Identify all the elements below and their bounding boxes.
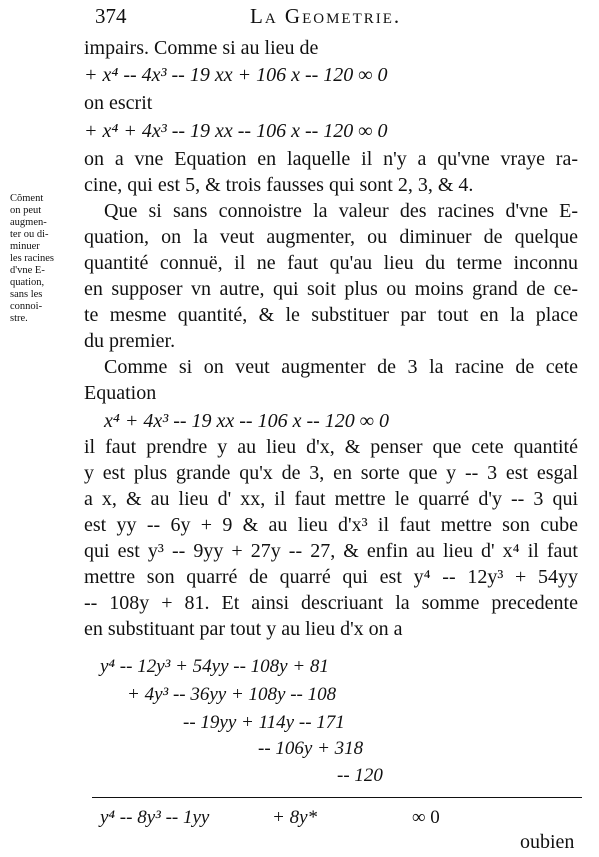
text-line: on a vne Equation en laquelle il n'y a qu'vne vraye ra- [84,148,578,170]
running-title: La Geometrie. [250,4,402,28]
sum-result: + 8y* [272,807,318,828]
text-line: quantité connuë, il ne faut qu'au lieu du terme inconnu [84,252,578,274]
equation: + x⁴ -- 4x³ -- 19 xx + 106 x -- 120 ∞ 0 [84,64,388,86]
margin-note-line: augmen- [10,217,47,228]
text-line: quation, on la veut augmenter, ou diminuer de quelque [84,226,578,248]
text-line: y est plus grande qu'x de 3, en sorte que y -- 3 est esgal [84,462,578,484]
text-line: cine, qui est 5, & trois fausses qui sont 2, 3, & 4. [84,174,474,196]
text-line: Equation [84,382,157,404]
margin-note-line: minuer [10,241,40,252]
text-line: est yy -- 6y + 9 & au lieu d'x³ il faut mettre son cube [84,514,578,536]
margin-note-line: sans les [10,289,43,300]
equation: x⁴ + 4x³ -- 19 xx -- 106 x -- 120 ∞ 0 [104,410,390,432]
margin-note-line: ter ou di- [10,229,49,240]
sum-row: -- 106y + 318 [258,738,364,759]
sum-result: y⁴ -- 8y³ -- 1yy [100,807,210,828]
text-line: en supposer vn autre, qui soit plus ou moins grand de ce- [84,278,578,300]
text-line: en substituant par tout y au lieu d'x on a [84,618,403,640]
margin-note-line: d'vne E- [10,265,45,276]
text-line: on escrit [84,92,153,114]
text-line: mettre son quarré de quarré qui est y⁴ -- 12y³ + 54yy [84,566,578,588]
text-line: Que si sans connoistre la valeur des racines d'vne E- [104,200,578,222]
equation: + x⁴ + 4x³ -- 19 xx -- 106 x -- 120 ∞ 0 [84,120,388,142]
text-line: impairs. Comme si au lieu de [84,37,319,59]
sum-row: -- 19yy + 114y -- 171 [183,712,345,733]
text-line: qui est y³ -- 9yy + 27y -- 27, & enfin au lieu d' x⁴ il faut [84,540,578,562]
catchword: oubien [520,831,575,853]
sum-row: -- 120 [337,765,383,786]
page-number: 374 [95,4,127,28]
text-line: du premier. [84,330,176,352]
margin-note-line: connoi- [10,301,43,312]
margin-note-line: les racines [10,253,55,264]
margin-note-line: Cõment [10,193,44,204]
text-line: Comme si on veut augmenter de 3 la racine de cete [104,356,578,378]
sum-result: ∞ 0 [412,807,440,828]
text-line: te mesme quantité, & le substituer par tout en la place [84,304,578,326]
text-line: a x, & au lieu d' xx, il faut mettre le quarré d'y -- 3 qui [84,488,578,510]
margin-note-line: quation, [10,277,45,288]
text-line: -- 108y + 81. Et ainsi descriuant la somme precedente [84,592,578,614]
sum-row: y⁴ -- 12y³ + 54yy -- 108y + 81 [100,656,329,677]
margin-note-line: stre. [10,313,28,324]
sum-divider [92,797,582,798]
sum-row: + 4y³ -- 36yy + 108y -- 108 [127,684,337,705]
margin-note-line: on peut [10,205,42,216]
text-line: il faut prendre y au lieu d'x, & penser que cete quantité [84,436,578,458]
